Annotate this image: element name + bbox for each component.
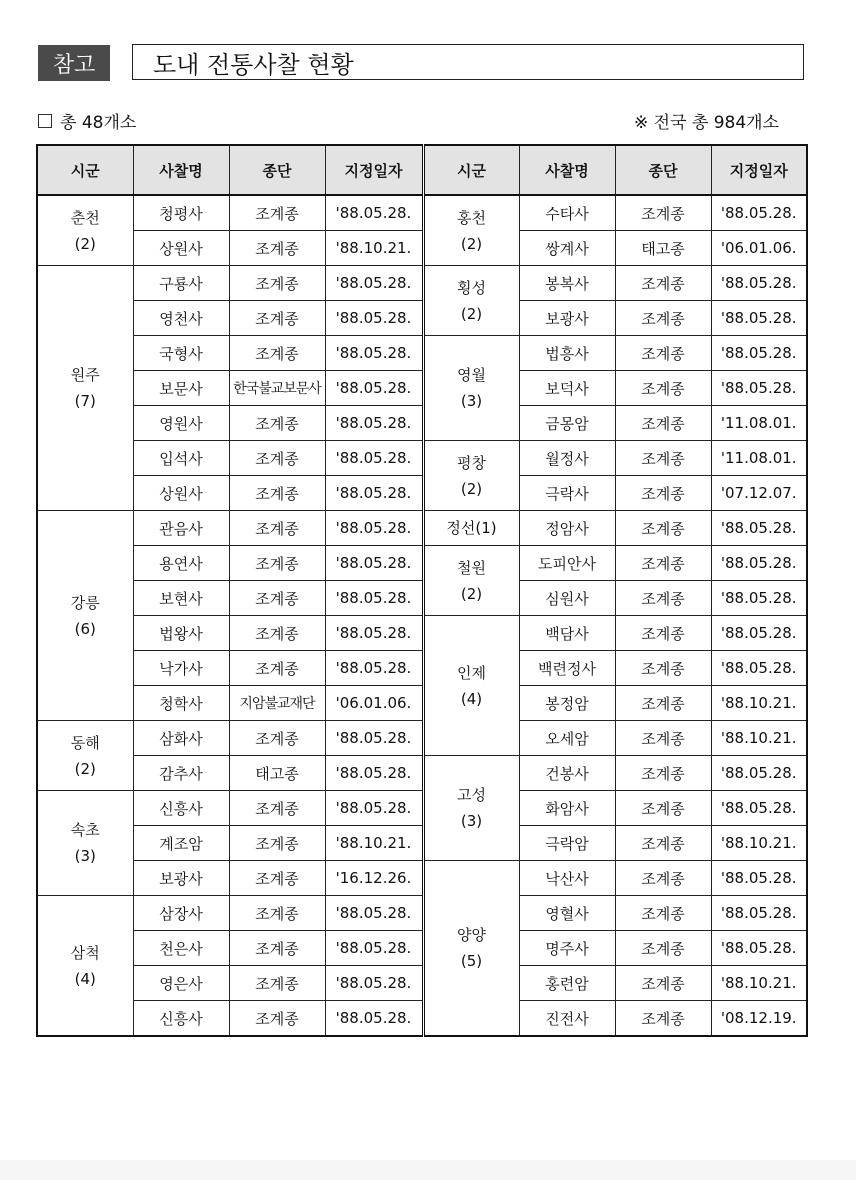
table-row [37, 931, 807, 966]
temple-name: 영혈사 [519, 896, 615, 931]
designation-date: '88.05.28. [711, 581, 807, 616]
order-name: 조계종 [229, 195, 325, 231]
order-name: 조계종 [229, 511, 325, 546]
col-header-date: 지정일자 [325, 145, 423, 195]
designation-date: '88.10.21. [711, 721, 807, 756]
designation-date: '88.05.28. [325, 546, 423, 581]
temple-name: 보덕사 [519, 371, 615, 406]
order-name: 조계종 [615, 371, 711, 406]
region-cell [423, 616, 519, 756]
temple-name: 청평사 [133, 195, 229, 231]
designation-date: '88.05.28. [325, 791, 423, 826]
reference-badge: 참고 [38, 45, 110, 81]
region-name: 영월 [457, 366, 486, 384]
region-count: (2) [460, 304, 483, 323]
designation-date: '88.05.28. [711, 756, 807, 791]
region-cell [37, 266, 133, 511]
designation-date: '88.05.28. [325, 406, 423, 441]
designation-date: '88.05.28. [325, 581, 423, 616]
designation-date: '88.05.28. [711, 651, 807, 686]
order-name: 조계종 [615, 301, 711, 336]
table-row [37, 511, 807, 546]
designation-date: '88.05.28. [711, 336, 807, 371]
region-name: 삼척 [70, 943, 100, 962]
table-row [37, 371, 807, 406]
designation-date: '06.01.06. [325, 686, 423, 721]
temple-name: 삼장사 [133, 896, 229, 931]
region-name: 횡성 [457, 278, 486, 297]
col-header-region: 시군 [423, 145, 519, 195]
order-name: 조계종 [229, 896, 325, 931]
region-name: 강릉 [70, 593, 100, 612]
order-name: 조계종 [615, 1001, 711, 1037]
region-count: (4) [460, 689, 483, 708]
temple-name: 쌍계사 [519, 231, 615, 266]
order-name: 조계종 [615, 441, 711, 476]
designation-date: '88.10.21. [711, 686, 807, 721]
designation-date: '88.05.28. [325, 1001, 423, 1037]
order-name: 조계종 [615, 861, 711, 896]
designation-date: '88.05.28. [325, 966, 423, 1001]
order-name: 조계종 [229, 931, 325, 966]
region-name: 속초 [70, 821, 100, 839]
order-name: 한국불교보문사 [229, 371, 325, 406]
temple-name: 금몽암 [519, 406, 615, 441]
region-count: (2) [460, 479, 483, 498]
region-cell [423, 266, 519, 336]
order-name: 조계종 [229, 546, 325, 581]
designation-date: '88.05.28. [325, 511, 423, 546]
designation-date: '88.05.28. [325, 651, 423, 686]
designation-date: '88.10.21. [711, 966, 807, 1001]
designation-date: '11.08.01. [711, 406, 807, 441]
temple-name: 영원사 [133, 406, 229, 441]
temple-table [36, 144, 808, 1037]
order-name: 조계종 [615, 195, 711, 231]
designation-date: '88.05.28. [711, 371, 807, 406]
region-count: (4) [74, 969, 96, 988]
temple-name: 수타사 [519, 195, 615, 231]
table-row [37, 231, 807, 266]
region-count: (2) [460, 234, 483, 253]
designation-date: '88.05.28. [325, 336, 423, 371]
order-name: 태고종 [229, 756, 325, 791]
designation-date: '88.05.28. [325, 896, 423, 931]
temple-name: 홍련암 [519, 966, 615, 1001]
page-title-text: 도내 전통사찰 현황 [153, 50, 354, 79]
designation-date: '88.10.21. [711, 826, 807, 861]
region-name: 원주 [70, 366, 100, 384]
region-count: (6) [74, 619, 96, 638]
region-cell [37, 791, 133, 896]
table-row [37, 195, 807, 231]
order-name: 태고종 [615, 231, 711, 266]
page-title [132, 44, 804, 80]
temple-name: 감추사 [133, 756, 229, 791]
table-row [37, 686, 807, 721]
designation-date: '88.05.28. [325, 756, 423, 791]
order-name: 조계종 [229, 336, 325, 371]
designation-date: '88.05.28. [711, 931, 807, 966]
order-name: 조계종 [615, 616, 711, 651]
temple-name: 보현사 [133, 581, 229, 616]
temple-name: 법왕사 [133, 616, 229, 651]
order-name: 조계종 [615, 756, 711, 791]
order-name: 조계종 [229, 721, 325, 756]
table-row [37, 896, 807, 931]
designation-date: '06.01.06. [711, 231, 807, 266]
region-count: (5) [460, 952, 483, 970]
order-name: 조계종 [229, 231, 325, 266]
table-row [37, 266, 807, 301]
table-row [37, 756, 807, 791]
order-name: 조계종 [615, 826, 711, 861]
col-header-order: 종단 [615, 145, 711, 195]
region-cell [423, 511, 519, 546]
order-name: 조계종 [229, 441, 325, 476]
temple-name: 용연사 [133, 546, 229, 581]
region-count: (7) [74, 392, 96, 410]
table-row [37, 861, 807, 896]
temple-name: 도피안사 [519, 546, 615, 581]
designation-date: '07.12.07. [711, 476, 807, 511]
order-name: 조계종 [615, 686, 711, 721]
designation-date: '88.05.28. [325, 195, 423, 231]
temple-name: 상원사 [133, 476, 229, 511]
region-cell [37, 511, 133, 721]
temple-name: 천은사 [133, 931, 229, 966]
temple-name: 오세암 [519, 721, 615, 756]
temple-name: 백담사 [519, 616, 615, 651]
temple-name: 법흥사 [519, 336, 615, 371]
designation-date: '16.12.26. [325, 861, 423, 896]
region-name: 춘천 [70, 208, 100, 227]
designation-date: '88.05.28. [711, 546, 807, 581]
region-count: (3) [460, 392, 483, 410]
designation-date: '88.05.28. [325, 931, 423, 966]
col-header-temple: 사찰명 [519, 145, 615, 195]
table-row [37, 721, 807, 756]
region-cell [37, 721, 133, 791]
designation-date: '88.05.28. [325, 721, 423, 756]
designation-date: '88.05.28. [711, 791, 807, 826]
order-name: 조계종 [229, 826, 325, 861]
page-bottom-bar [0, 1160, 856, 1180]
temple-name: 낙산사 [519, 861, 615, 896]
table-row [37, 301, 807, 336]
order-name: 지암불교재단 [229, 686, 325, 721]
table-row [37, 476, 807, 511]
temple-name: 계조암 [133, 826, 229, 861]
designation-date: '88.05.28. [711, 266, 807, 301]
designation-date: '88.05.28. [325, 371, 423, 406]
temple-name: 극락사 [519, 476, 615, 511]
region-name: 홍천 [457, 208, 486, 227]
table-row [37, 826, 807, 861]
col-header-temple: 사찰명 [133, 145, 229, 195]
temple-name: 신흥사 [133, 791, 229, 826]
temple-name: 명주사 [519, 931, 615, 966]
temple-name: 봉정암 [519, 686, 615, 721]
temple-name: 보문사 [133, 371, 229, 406]
temple-name: 영은사 [133, 966, 229, 1001]
table-row [37, 546, 807, 581]
region-name: 정선(1) [446, 519, 497, 537]
order-name: 조계종 [615, 546, 711, 581]
order-name: 조계종 [229, 406, 325, 441]
region-count: (3) [74, 847, 96, 865]
temple-name: 국형사 [133, 336, 229, 371]
order-name: 조계종 [229, 476, 325, 511]
order-name: 조계종 [229, 966, 325, 1001]
col-header-region: 시군 [37, 145, 133, 195]
region-count: (2) [460, 584, 483, 603]
table-row [37, 966, 807, 1001]
region-count: (2) [74, 759, 96, 778]
temple-name: 낙가사 [133, 651, 229, 686]
table-row [37, 616, 807, 651]
order-name: 조계종 [615, 336, 711, 371]
region-name: 양양 [457, 926, 486, 944]
table-row [37, 651, 807, 686]
temple-name: 입석사 [133, 441, 229, 476]
designation-date: '88.05.28. [711, 301, 807, 336]
designation-date: '88.05.28. [325, 266, 423, 301]
national-total-text: ※ 전국 총 984개소 [634, 113, 780, 133]
table-row [37, 791, 807, 826]
order-name: 조계종 [615, 931, 711, 966]
order-name: 조계종 [229, 651, 325, 686]
order-name: 조계종 [229, 616, 325, 651]
order-name: 조계종 [229, 861, 325, 896]
order-name: 조계종 [615, 406, 711, 441]
order-name: 조계종 [615, 266, 711, 301]
temple-name: 신흥사 [133, 1001, 229, 1037]
region-name: 인제 [457, 663, 486, 682]
order-name: 조계종 [229, 581, 325, 616]
region-name: 고성 [457, 786, 486, 804]
temple-name: 화암사 [519, 791, 615, 826]
temple-name: 월정사 [519, 441, 615, 476]
region-cell [423, 336, 519, 441]
designation-date: '88.05.28. [325, 616, 423, 651]
region-name: 철원 [457, 558, 486, 577]
designation-date: '88.05.28. [325, 441, 423, 476]
order-name: 조계종 [615, 581, 711, 616]
temple-name: 관음사 [133, 511, 229, 546]
temple-name: 삼화사 [133, 721, 229, 756]
designation-date: '88.05.28. [325, 476, 423, 511]
designation-date: '88.05.28. [711, 511, 807, 546]
designation-date: '88.05.28. [711, 896, 807, 931]
order-name: 조계종 [229, 301, 325, 336]
order-name: 조계종 [615, 511, 711, 546]
designation-date: '11.08.01. [711, 441, 807, 476]
order-name: 조계종 [229, 1001, 325, 1037]
checkbox-icon [38, 114, 52, 128]
designation-date: '08.12.19. [711, 1001, 807, 1037]
total-summary [38, 108, 136, 133]
table-header-row [37, 145, 807, 195]
order-name: 조계종 [229, 791, 325, 826]
col-header-date: 지정일자 [711, 145, 807, 195]
temple-name: 영천사 [133, 301, 229, 336]
order-name: 조계종 [229, 266, 325, 301]
designation-date: '88.10.21. [325, 826, 423, 861]
order-name: 조계종 [615, 966, 711, 1001]
temple-name: 보광사 [519, 301, 615, 336]
order-name: 조계종 [615, 651, 711, 686]
temple-name: 봉복사 [519, 266, 615, 301]
temple-name: 보광사 [133, 861, 229, 896]
region-count: (3) [460, 812, 483, 830]
region-cell [423, 195, 519, 266]
total-count-text: 총 48개소 [60, 113, 137, 133]
temple-name: 극락암 [519, 826, 615, 861]
designation-date: '88.05.28. [325, 301, 423, 336]
order-name: 조계종 [615, 896, 711, 931]
temple-name: 진전사 [519, 1001, 615, 1037]
region-count: (2) [74, 234, 96, 253]
temple-name: 상원사 [133, 231, 229, 266]
temple-name: 구룡사 [133, 266, 229, 301]
temple-name: 백련정사 [519, 651, 615, 686]
region-name: 동해 [70, 733, 100, 752]
region-cell [37, 896, 133, 1037]
temple-name: 심원사 [519, 581, 615, 616]
temple-name: 청학사 [133, 686, 229, 721]
table-row [37, 406, 807, 441]
designation-date: '88.05.28. [711, 616, 807, 651]
table-row [37, 581, 807, 616]
table-row [37, 336, 807, 371]
region-cell [37, 195, 133, 266]
temple-name: 정암사 [519, 511, 615, 546]
region-name: 평창 [457, 453, 486, 472]
temple-name: 건봉사 [519, 756, 615, 791]
table-row [37, 441, 807, 476]
order-name: 조계종 [615, 791, 711, 826]
designation-date: '88.10.21. [325, 231, 423, 266]
region-cell [423, 756, 519, 861]
table-row [37, 1001, 807, 1037]
region-cell [423, 546, 519, 616]
order-name: 조계종 [615, 476, 711, 511]
designation-date: '88.05.28. [711, 195, 807, 231]
region-cell [423, 441, 519, 511]
region-cell [423, 861, 519, 1037]
order-name: 조계종 [615, 721, 711, 756]
designation-date: '88.05.28. [711, 861, 807, 896]
col-header-order: 종단 [229, 145, 325, 195]
